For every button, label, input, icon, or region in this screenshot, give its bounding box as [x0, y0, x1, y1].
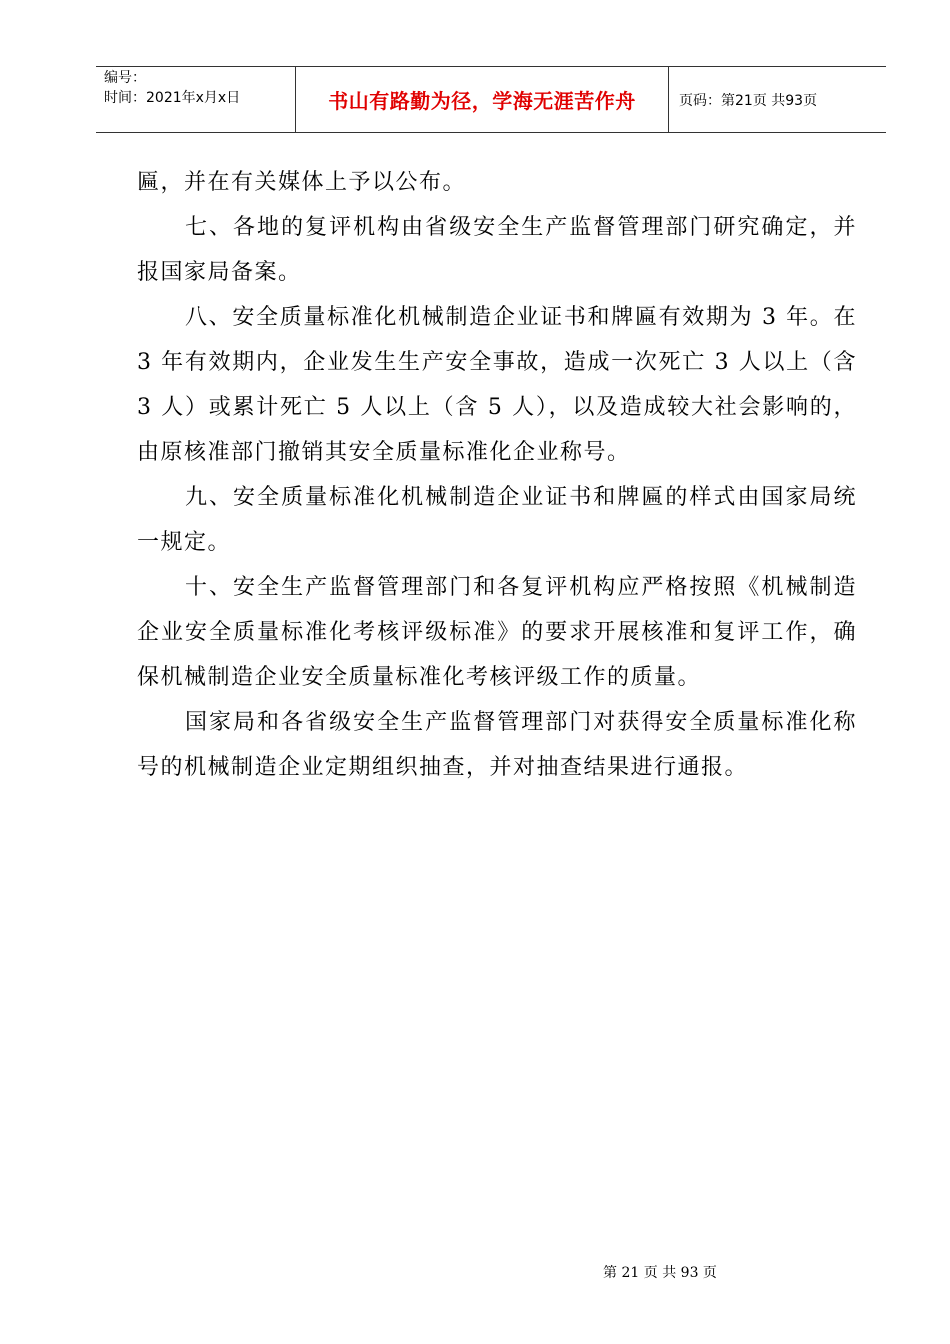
page-footer — [0, 1262, 950, 1282]
paragraph-continuation: 匾，并在有关媒体上予以公布。 — [137, 170, 467, 195]
header-motto: 书山有路勤为径，学海无涯苦作舟 — [328, 89, 636, 113]
footer-page-number: 第 21 页 共 93 页 — [603, 1265, 717, 1281]
header-page-cell — [669, 67, 886, 132]
document-header — [96, 66, 886, 133]
header-motto-cell — [296, 67, 669, 132]
document-date: 时间：2021年x月x日 — [104, 90, 241, 106]
header-page-info: 页码：第21页 共93页 — [679, 92, 818, 109]
header-meta-cell — [96, 67, 296, 132]
paragraph-item-9: 九、安全质量标准化机械制造企业证书和牌匾的样式由国家局统一规定。 — [137, 485, 857, 555]
document-body — [137, 160, 857, 790]
paragraph-closing: 国家局和各省级安全生产监督管理部门对获得安全质量标准化称号的机械制造企业定期组织抽查，并对抽查结果进行通报。 — [137, 710, 857, 780]
paragraph-item-8: 八、安全质量标准化机械制造企业证书和牌匾有效期为 3 年。在 3 年有效期内，企业发生生产安全事故，造成一次死亡 3 人以上（含 3 人）或累计死亡 5 人以上（含 5 人），以及造成较大社会影响的，由原核准部门撤销其安全质量标准化企业称号。 — [137, 305, 857, 465]
document-code-label: 编号： — [104, 70, 146, 86]
paragraph-item-7: 七、各地的复评机构由省级安全生产监督管理部门研究确定，并报国家局备案。 — [137, 215, 857, 285]
paragraph-item-10: 十、安全生产监督管理部门和各复评机构应严格按照《机械制造企业安全质量标准化考核评级标准》的要求开展核准和复评工作，确保机械制造企业安全质量标准化考核评级工作的质量。 — [137, 575, 857, 690]
